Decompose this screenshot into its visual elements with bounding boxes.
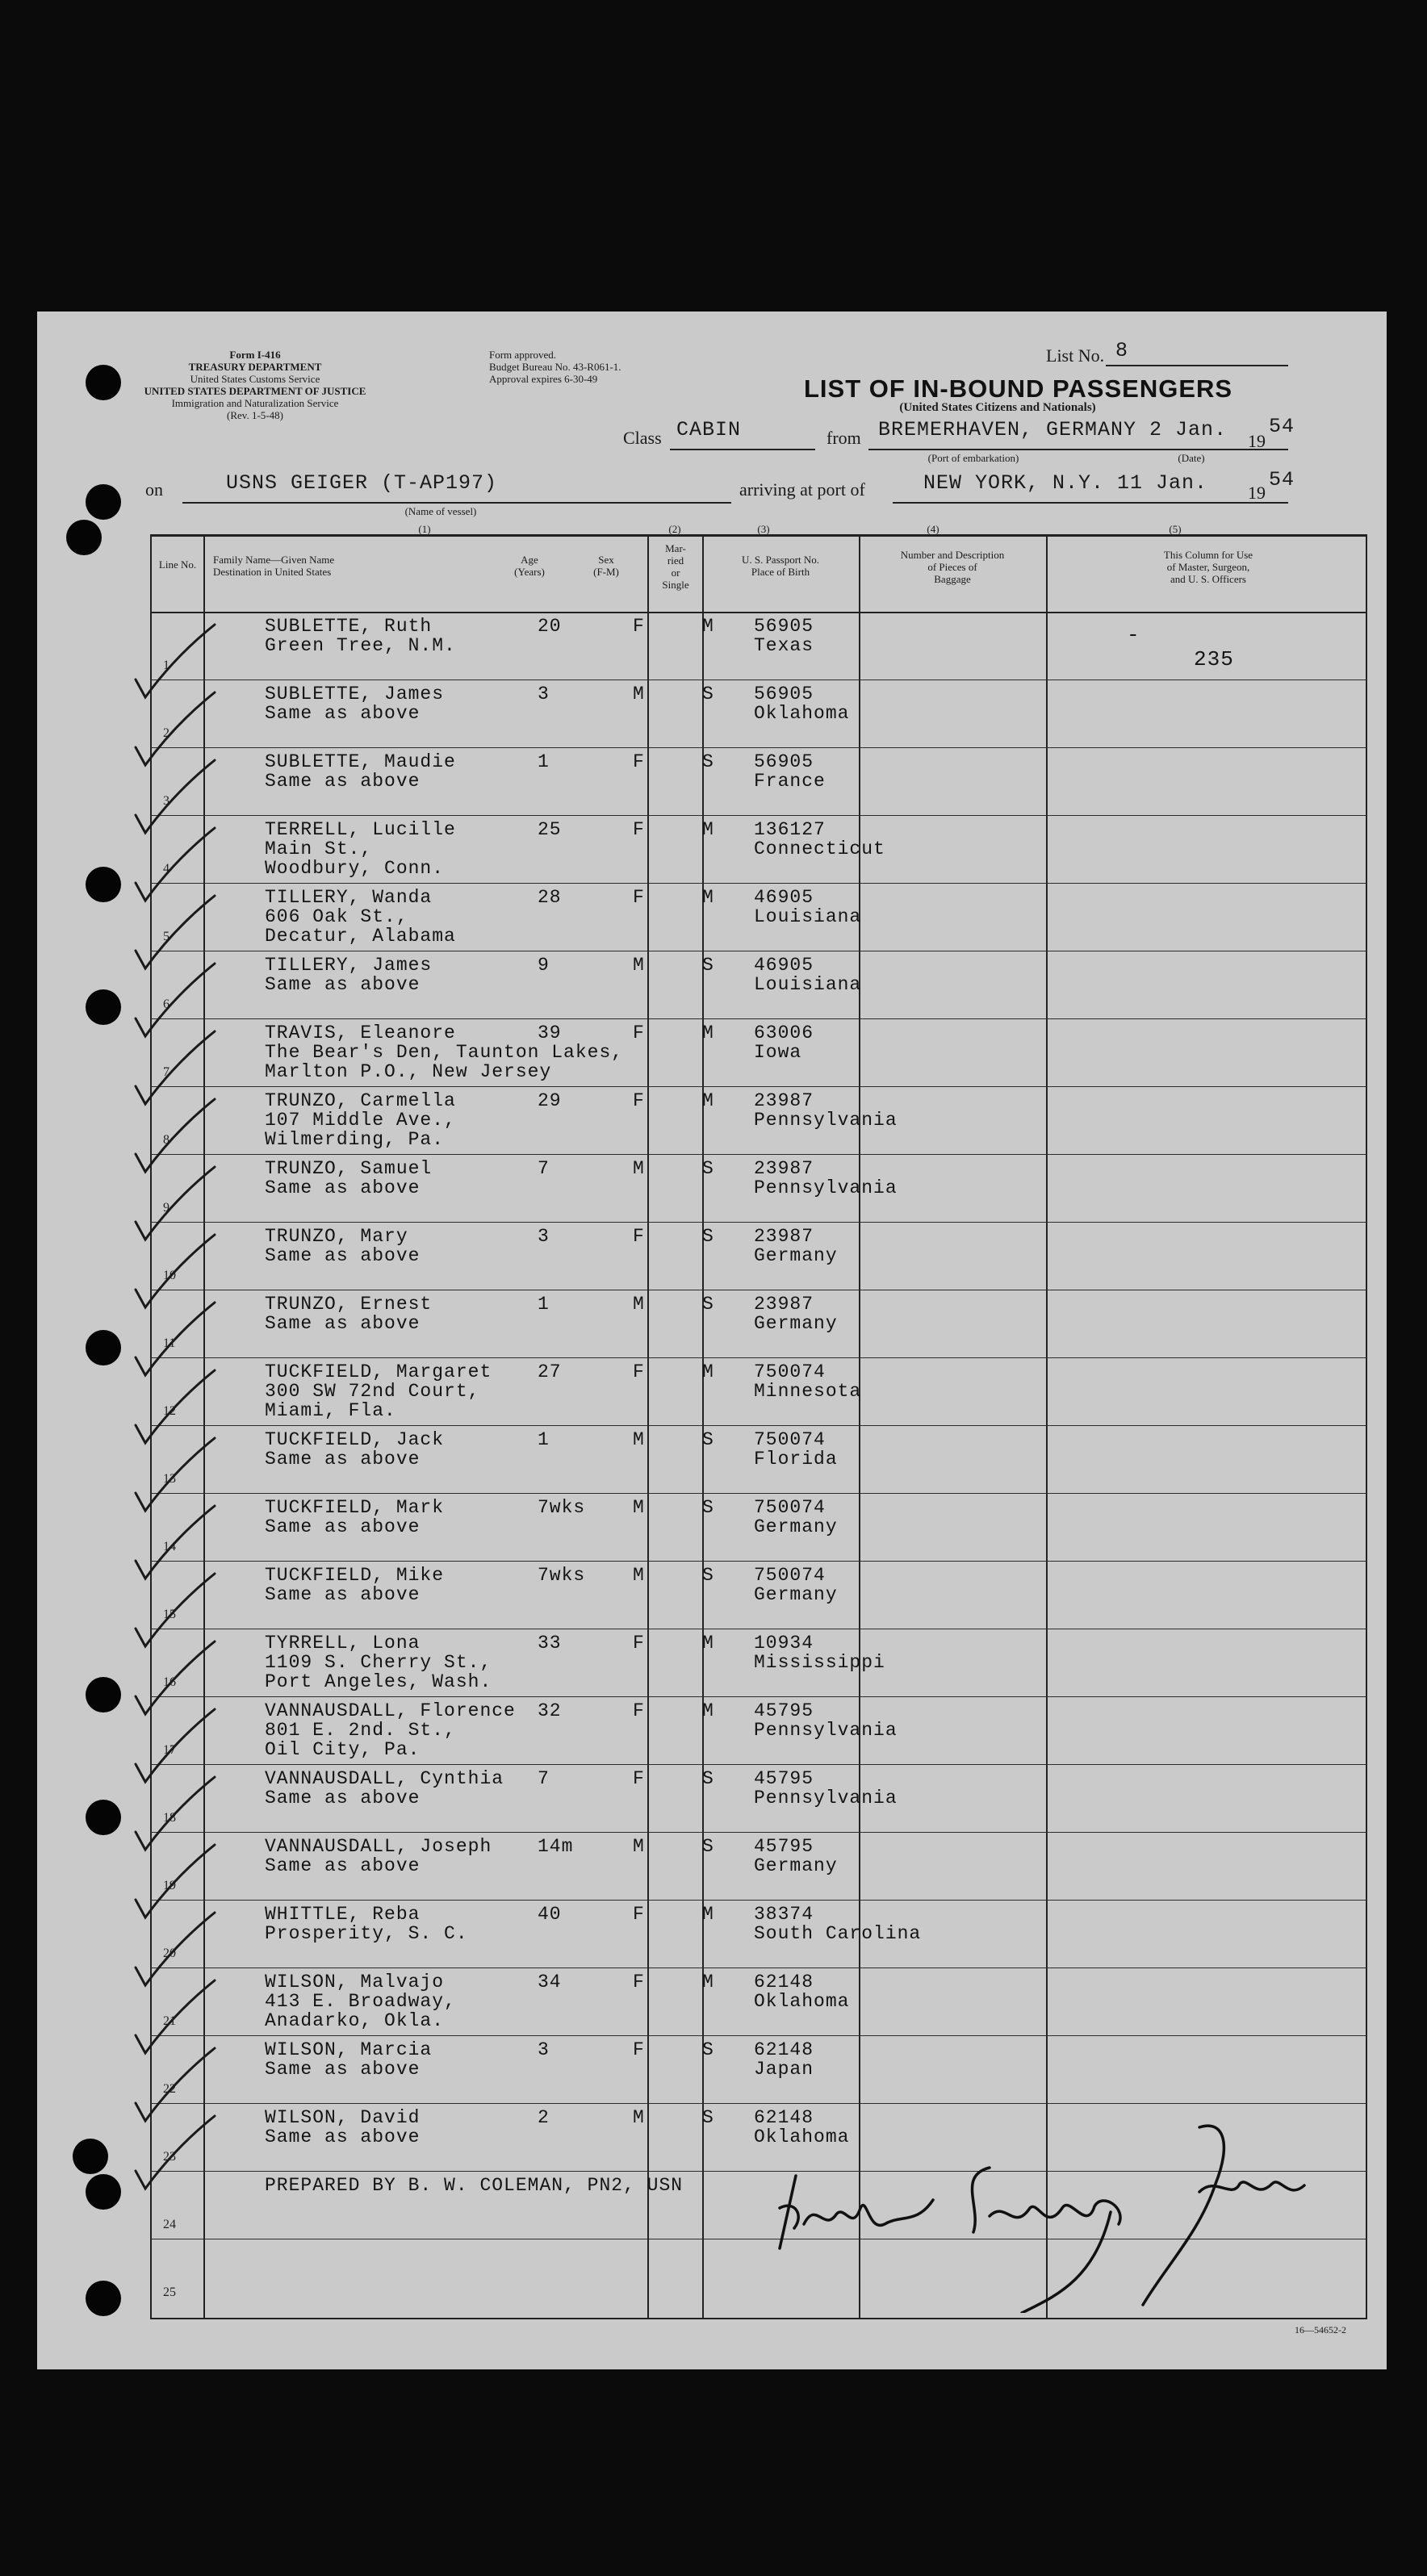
- table-row: [150, 1696, 1367, 1764]
- passenger-age: 27: [538, 1361, 562, 1382]
- line-number: 22: [163, 2082, 176, 2096]
- passenger-sex: M: [633, 1294, 645, 1315]
- passenger-age: 14m: [538, 1836, 574, 1857]
- passport-and-birthplace: 62148 Japan: [754, 2039, 814, 2080]
- marital-status: S: [702, 2107, 714, 2128]
- table-row: [150, 1357, 1367, 1425]
- passenger-sex: F: [633, 2039, 645, 2060]
- passport-and-birthplace: 62148 Oklahoma: [754, 2107, 850, 2147]
- vessel-line: [182, 502, 731, 504]
- table-row: [150, 1968, 1367, 2035]
- passenger-sex: F: [633, 751, 645, 772]
- passport-and-birthplace: 63006 Iowa: [754, 1022, 814, 1063]
- passenger-name: TERRELL, Lucille Main St., Woodbury, Conn.: [265, 819, 456, 879]
- marital-status: M: [702, 819, 714, 840]
- table-row: [150, 815, 1367, 883]
- table-row: [150, 883, 1367, 951]
- passport-and-birthplace: 45795 Germany: [754, 1836, 838, 1876]
- arrival-line: [893, 502, 1288, 504]
- passenger-age: 7: [538, 1768, 550, 1789]
- passenger-age: 7wks: [538, 1497, 586, 1518]
- marital-status: M: [702, 1633, 714, 1654]
- table-row: [150, 1832, 1367, 1900]
- line-number: 1: [163, 659, 169, 672]
- manifest-sheet: [37, 312, 1387, 2369]
- passenger-age: 3: [538, 2039, 550, 2060]
- table-row: [150, 2035, 1367, 2103]
- vessel-caption: (Name of vessel): [404, 505, 477, 517]
- marital-status: M: [702, 1904, 714, 1925]
- passenger-age: 1: [538, 1294, 550, 1315]
- passenger-sex: F: [633, 616, 645, 637]
- marital-status: M: [702, 616, 714, 637]
- vessel-value: USNS GEIGER (T-AP197): [226, 471, 498, 495]
- passenger-name: SUBLETTE, James Same as above: [265, 684, 445, 724]
- punch-hole: [86, 2281, 121, 2316]
- passenger-name: TUCKFIELD, Margaret 300 SW 72nd Court, Miami, Fla.: [265, 1361, 492, 1421]
- table-row: [150, 1154, 1367, 1222]
- line-number: 18: [163, 1811, 176, 1825]
- passport-and-birthplace: 750074 Germany: [754, 1565, 838, 1605]
- marital-status: S: [702, 1565, 714, 1586]
- form-id-block: Form I-416 TREASURY DEPARTMENT United States Customs Service UNITED STATES DEPARTMENT OF JUSTICE Immigration and Naturalization Service (Rev. 1-5-48): [144, 349, 366, 421]
- list-no-label: List No.: [1046, 345, 1105, 366]
- embark-caption: (Port of embarkation): [927, 452, 1019, 464]
- arriving-label: arriving at port of: [739, 479, 865, 500]
- passenger-age: 29: [538, 1090, 562, 1111]
- embark-year: 54: [1269, 415, 1295, 438]
- marital-status: S: [702, 1768, 714, 1789]
- passport-and-birthplace: 750074 Germany: [754, 1497, 838, 1537]
- passenger-age: 7: [538, 1158, 550, 1179]
- passenger-name: WILSON, David Same as above: [265, 2107, 421, 2147]
- line-number: 15: [163, 1608, 176, 1621]
- passenger-sex: F: [633, 1022, 645, 1043]
- passport-and-birthplace: 38374 South Carolina: [754, 1904, 922, 1944]
- officer-notation: - 235: [1127, 623, 1234, 671]
- list-no-value: 8: [1115, 339, 1129, 362]
- header-name: Family Name—Given Name Destination in United States: [213, 554, 335, 578]
- passport-and-birthplace: 23987 Pennsylvania: [754, 1090, 898, 1131]
- line-number: 11: [163, 1336, 176, 1350]
- passenger-age: 20: [538, 616, 562, 637]
- column-number: (3): [757, 523, 770, 535]
- marital-status: M: [702, 1361, 714, 1382]
- marital-status: S: [702, 955, 714, 976]
- punch-hole: [86, 484, 121, 520]
- marital-status: S: [702, 1158, 714, 1179]
- arrival-year-prefix: 19: [1248, 483, 1266, 503]
- passenger-name: TUCKFIELD, Mike Same as above: [265, 1565, 445, 1605]
- header-sex: Sex (F-M): [593, 554, 619, 578]
- line-number: 13: [163, 1472, 176, 1486]
- passenger-name: TUCKFIELD, Jack Same as above: [265, 1429, 445, 1470]
- passport-and-birthplace: 62148 Oklahoma: [754, 1972, 850, 2012]
- passenger-sex: F: [633, 1361, 645, 1382]
- signature-text: Insp Snugs Jam: [747, 2111, 754, 2112]
- passenger-name: TILLERY, Wanda 606 Oak St., Decatur, Alabama: [265, 887, 456, 947]
- passport-and-birthplace: 23987 Pennsylvania: [754, 1158, 898, 1198]
- line-number: 23: [163, 2150, 176, 2164]
- page-subtitle: (United States Citizens and Nationals): [899, 401, 1096, 414]
- marital-status: S: [702, 1294, 714, 1315]
- marital-status: S: [702, 1429, 714, 1450]
- table-row: [150, 680, 1367, 747]
- passenger-sex: M: [633, 684, 645, 705]
- embark-line: [868, 449, 1288, 450]
- marital-status: S: [702, 1836, 714, 1857]
- class-line: [670, 449, 815, 450]
- passenger-sex: M: [633, 955, 645, 976]
- table-row: [150, 1629, 1367, 1696]
- table-row: [150, 747, 1367, 815]
- line-number: 20: [163, 1947, 176, 1960]
- class-value: CABIN: [676, 418, 742, 441]
- passport-and-birthplace: 750074 Minnesota: [754, 1361, 862, 1402]
- page-title: LIST OF IN-BOUND PASSENGERS: [804, 374, 1233, 403]
- passenger-name: TRUNZO, Carmella 107 Middle Ave., Wilmerding, Pa.: [265, 1090, 456, 1150]
- passport-and-birthplace: 46905 Louisiana: [754, 887, 862, 927]
- passenger-name: SUBLETTE, Maudie Same as above: [265, 751, 456, 792]
- passenger-age: 2: [538, 2107, 550, 2128]
- passenger-age: 1: [538, 1429, 550, 1450]
- passenger-name: WILSON, Marcia Same as above: [265, 2039, 433, 2080]
- line-number: 19: [163, 1879, 176, 1892]
- passport-and-birthplace: 56905 France: [754, 751, 826, 792]
- punch-hole: [86, 989, 121, 1025]
- punch-hole: [86, 1800, 121, 1835]
- passenger-age: 39: [538, 1022, 562, 1043]
- punch-hole: [73, 2139, 108, 2174]
- line-number: 5: [163, 930, 169, 943]
- punch-hole: [86, 365, 121, 400]
- line-number: 9: [163, 1201, 169, 1215]
- header-passport: U. S. Passport No. Place of Birth: [741, 554, 820, 578]
- passenger-name: TUCKFIELD, Mark Same as above: [265, 1497, 445, 1537]
- header-line-no: Line No.: [158, 558, 197, 571]
- from-label: from: [826, 428, 861, 448]
- line-number: 14: [163, 1540, 176, 1554]
- embark-year-prefix: 19: [1248, 431, 1266, 451]
- table-row: [150, 1086, 1367, 1154]
- header-age: Age (Years): [514, 554, 545, 578]
- passenger-age: 3: [538, 1226, 550, 1247]
- marital-status: S: [702, 1226, 714, 1247]
- passenger-name: TRUNZO, Samuel Same as above: [265, 1158, 433, 1198]
- table-row: [150, 1561, 1367, 1629]
- passenger-name: PREPARED BY B. W. COLEMAN, PN2, USN: [265, 2175, 684, 2196]
- passenger-name: TRAVIS, Eleanore The Bear's Den, Taunton Lakes, Marlton P.O., New Jersey: [265, 1022, 624, 1082]
- passenger-age: 28: [538, 887, 562, 908]
- line-number: 17: [163, 1743, 176, 1757]
- marital-status: M: [702, 1700, 714, 1721]
- marital-status: M: [702, 887, 714, 908]
- marital-status: S: [702, 684, 714, 705]
- passenger-age: 7wks: [538, 1565, 586, 1586]
- column-number: (5): [1169, 523, 1182, 535]
- column-number: (2): [668, 523, 681, 535]
- passenger-sex: F: [633, 1633, 645, 1654]
- punch-hole: [66, 520, 102, 555]
- passport-and-birthplace: 136127 Connecticut: [754, 819, 885, 859]
- marital-status: S: [702, 751, 714, 772]
- passenger-sex: M: [633, 2107, 645, 2128]
- table-row: [150, 612, 1367, 680]
- passenger-age: 32: [538, 1700, 562, 1721]
- passport-and-birthplace: 56905 Texas: [754, 616, 814, 656]
- line-number: 21: [163, 2014, 176, 2028]
- punch-hole: [86, 1330, 121, 1365]
- passenger-name: TRUNZO, Mary Same as above: [265, 1226, 421, 1266]
- passport-and-birthplace: 45795 Pennsylvania: [754, 1768, 898, 1809]
- header-married: Mar- ried or Single: [662, 542, 689, 591]
- passenger-age: 3: [538, 684, 550, 705]
- arrival-year: 54: [1269, 468, 1295, 491]
- table-row: [150, 1222, 1367, 1290]
- passenger-sex: M: [633, 1497, 645, 1518]
- passenger-sex: M: [633, 1836, 645, 1857]
- marital-status: M: [702, 1090, 714, 1111]
- passenger-sex: F: [633, 1700, 645, 1721]
- passport-and-birthplace: 56905 Oklahoma: [754, 684, 850, 724]
- column-number: (1): [418, 523, 431, 535]
- table-row: [150, 951, 1367, 1018]
- passenger-name: SUBLETTE, Ruth Green Tree, N.M.: [265, 616, 456, 656]
- passport-and-birthplace: 10934 Mississippi: [754, 1633, 885, 1673]
- passenger-name: WHITTLE, Reba Prosperity, S. C.: [265, 1904, 468, 1944]
- header-baggage: Number and Description of Pieces of Baggage: [900, 549, 1005, 585]
- passenger-age: 1: [538, 751, 550, 772]
- arrival-value: NEW YORK, N.Y. 11 Jan.: [923, 471, 1208, 495]
- passenger-sex: F: [633, 1226, 645, 1247]
- list-no-line: [1106, 365, 1288, 366]
- passenger-name: TILLERY, James Same as above: [265, 955, 433, 995]
- passenger-sex: F: [633, 1904, 645, 1925]
- marital-status: M: [702, 1972, 714, 1993]
- table-row: [150, 1900, 1367, 1968]
- punch-hole: [86, 1677, 121, 1712]
- passenger-sex: M: [633, 1565, 645, 1586]
- passenger-age: 34: [538, 1972, 562, 1993]
- passenger-age: 33: [538, 1633, 562, 1654]
- passport-and-birthplace: 23987 Germany: [754, 1226, 838, 1266]
- line-number: 24: [163, 2218, 176, 2231]
- passenger-name: VANNAUSDALL, Florence 801 E. 2nd. St., Oil City, Pa.: [265, 1700, 516, 1760]
- table-row: [150, 1493, 1367, 1561]
- line-number: 7: [163, 1065, 169, 1079]
- table-row: [150, 1290, 1367, 1357]
- date-caption: (Date): [1178, 452, 1205, 464]
- passenger-name: TYRRELL, Lona 1109 S. Cherry St., Port Angeles, Wash.: [265, 1633, 492, 1692]
- passenger-age: 9: [538, 955, 550, 976]
- table-row: [150, 1018, 1367, 1086]
- class-label: Class: [623, 428, 662, 448]
- passport-and-birthplace: 45795 Pennsylvania: [754, 1700, 898, 1741]
- marital-status: M: [702, 1022, 714, 1043]
- approval-block: Form approved. Budget Bureau No. 43-R061-1. Approval expires 6-30-49: [489, 349, 621, 385]
- marital-status: S: [702, 1497, 714, 1518]
- line-number: 2: [163, 726, 169, 740]
- punch-hole: [86, 2174, 121, 2210]
- form-code: 16—54652-2: [1295, 2324, 1346, 2336]
- passenger-sex: M: [633, 1429, 645, 1450]
- passenger-age: 25: [538, 819, 562, 840]
- line-number: 10: [163, 1269, 176, 1282]
- line-number: 6: [163, 997, 169, 1011]
- passenger-sex: F: [633, 1972, 645, 1993]
- table-row: [150, 1425, 1367, 1493]
- passenger-sex: F: [633, 1090, 645, 1111]
- line-number: 12: [163, 1404, 176, 1418]
- column-number: (4): [927, 523, 939, 535]
- passport-and-birthplace: 46905 Louisiana: [754, 955, 862, 995]
- inspector-signature: [747, 2111, 1329, 2313]
- on-label: on: [145, 479, 163, 500]
- line-number: 8: [163, 1133, 169, 1147]
- passenger-sex: F: [633, 819, 645, 840]
- passenger-sex: F: [633, 1768, 645, 1789]
- embark-value: BREMERHAVEN, GERMANY 2 Jan.: [878, 418, 1228, 441]
- line-number: 25: [163, 2285, 176, 2299]
- passport-and-birthplace: 23987 Germany: [754, 1294, 838, 1334]
- line-number: 3: [163, 794, 169, 808]
- passenger-age: 40: [538, 1904, 562, 1925]
- line-number: 16: [163, 1675, 176, 1689]
- header-officers: This Column for Use of Master, Surgeon, and U. S. Officers: [1163, 549, 1253, 585]
- line-number: 4: [163, 862, 169, 876]
- passport-and-birthplace: 750074 Florida: [754, 1429, 838, 1470]
- table-row: [150, 1764, 1367, 1832]
- marital-status: S: [702, 2039, 714, 2060]
- passenger-sex: M: [633, 1158, 645, 1179]
- passenger-name: WILSON, Malvajo 413 E. Broadway, Anadarko, Okla.: [265, 1972, 456, 2031]
- passenger-name: VANNAUSDALL, Cynthia Same as above: [265, 1768, 504, 1809]
- passenger-name: VANNAUSDALL, Joseph Same as above: [265, 1836, 492, 1876]
- passenger-sex: F: [633, 887, 645, 908]
- passenger-name: TRUNZO, Ernest Same as above: [265, 1294, 433, 1334]
- punch-hole: [86, 867, 121, 902]
